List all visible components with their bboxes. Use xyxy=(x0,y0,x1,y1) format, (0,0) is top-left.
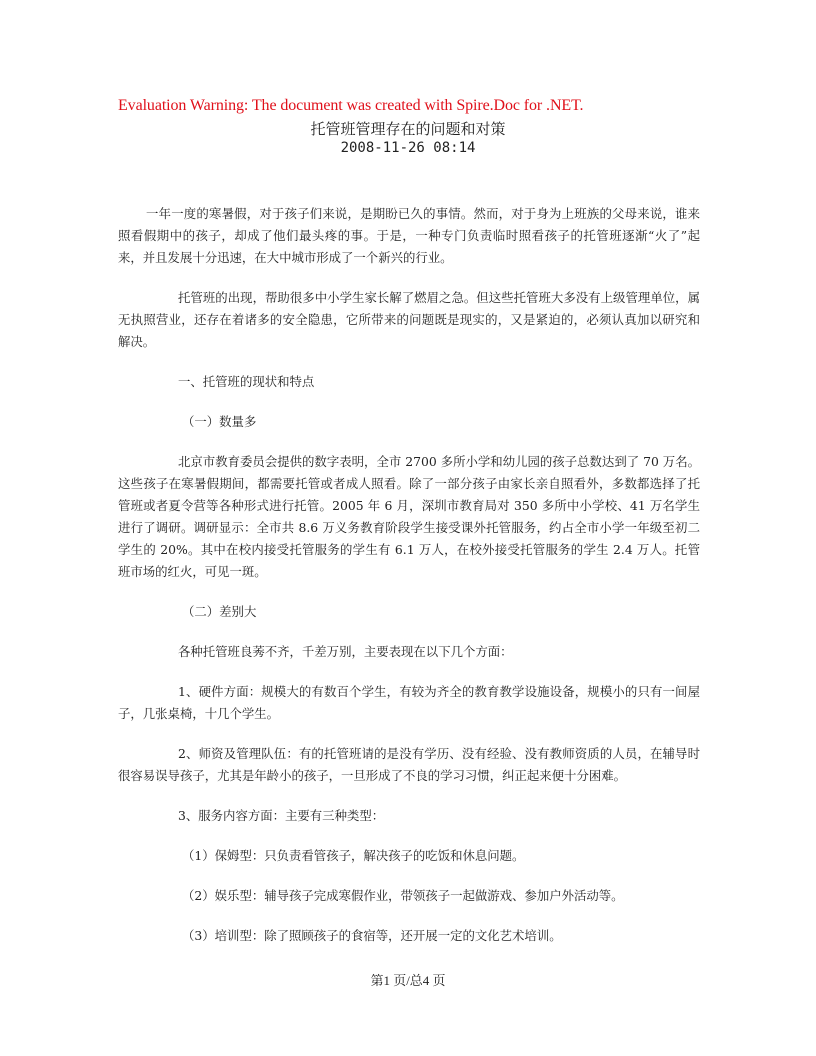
list-item-services: 3、服务内容方面：主要有三种类型： xyxy=(178,808,385,823)
service-type-training: （3）培训型：除了照顾孩子的食宿等，还开展一定的文化艺术培训。 xyxy=(182,928,562,943)
subsection-heading-quantity: （一）数量多 xyxy=(182,414,257,429)
service-type-entertainment: （2）娱乐型：辅导孩子完成寒假作业，带领孩子一起做游戏、参加户外活动等。 xyxy=(182,888,624,903)
document-title: 托管班管理存在的问题和对策 xyxy=(310,120,506,138)
section-heading-1: 一、托管班的现状和特点 xyxy=(178,374,315,389)
paragraph-intro: 一年一度的寒暑假，对于孩子们来说，是期盼已久的事情。然而，对于身为上班族的父母来说，谁来照看假期中的孩子，却成了他们最头疼的事。于是，一种专门负责临时照看孩子的托管班逐渐“火了”起来，并且发展十分迅速，在大中城市形成了一个新兴的行业。 xyxy=(118,206,700,265)
evaluation-warning: Evaluation Warning: The document was created with Spire.Doc for .NET. xyxy=(118,97,584,114)
document-body xyxy=(118,203,700,947)
paragraph-statistics: 北京市教育委员会提供的数字表明，全市 2700 多所小学和幼儿园的孩子总数达到了 70 万名。这些孩子在寒暑假期间，都需要托管或者成人照看。除了一部分孩子由家长亲自照看外，多数都选择了托管班或者夏令营等各种形式进行托管。2005 年 6 月，深圳市教育局对 350 多所中小学校、41 万名学生进行了调研。调研显示：全市共 8.6 万义务教育阶段学生接受课外托管服务，约占全市小学一年级至初二学生的 20%。其中在校内接受托管服务的学生有 6.1 万人，在校外接受托管服务的学生 2.4 万人。托管班市场的红火，可见一斑。 xyxy=(118,454,700,579)
page-indicator: 第1 页/总4 页 xyxy=(370,973,446,988)
list-item-hardware: 1、硬件方面：规模大的有数百个学生，有较为齐全的教育教学设施设备，规模小的只有一间屋子，几张桌椅，十几个学生。 xyxy=(118,684,700,721)
paragraph-differences-intro: 各种托管班良莠不齐，千差万别，主要表现在以下几个方面： xyxy=(178,644,513,659)
list-item-staff: 2、师资及管理队伍：有的托管班请的是没有学历、没有经验、没有教师资质的人员，在辅导时很容易误导孩子，尤其是年龄小的孩子，一旦形成了不良的学习习惯，纠正起来便十分困难。 xyxy=(118,746,700,783)
service-type-nanny: （1）保姆型：只负责看管孩子，解决孩子的吃饭和休息问题。 xyxy=(182,848,525,863)
paragraph-problem: 托管班的出现，帮助很多中小学生家长解了燃眉之急。但这些托管班大多没有上级管理单位，属无执照营业，还存在着诸多的安全隐患，它所带来的问题既是现实的，又是紧迫的，必须认真加以研究和解决。 xyxy=(118,290,700,349)
subsection-heading-differences: （二）差别大 xyxy=(182,604,257,619)
document-date: 2008-11-26 08:14 xyxy=(340,140,476,156)
